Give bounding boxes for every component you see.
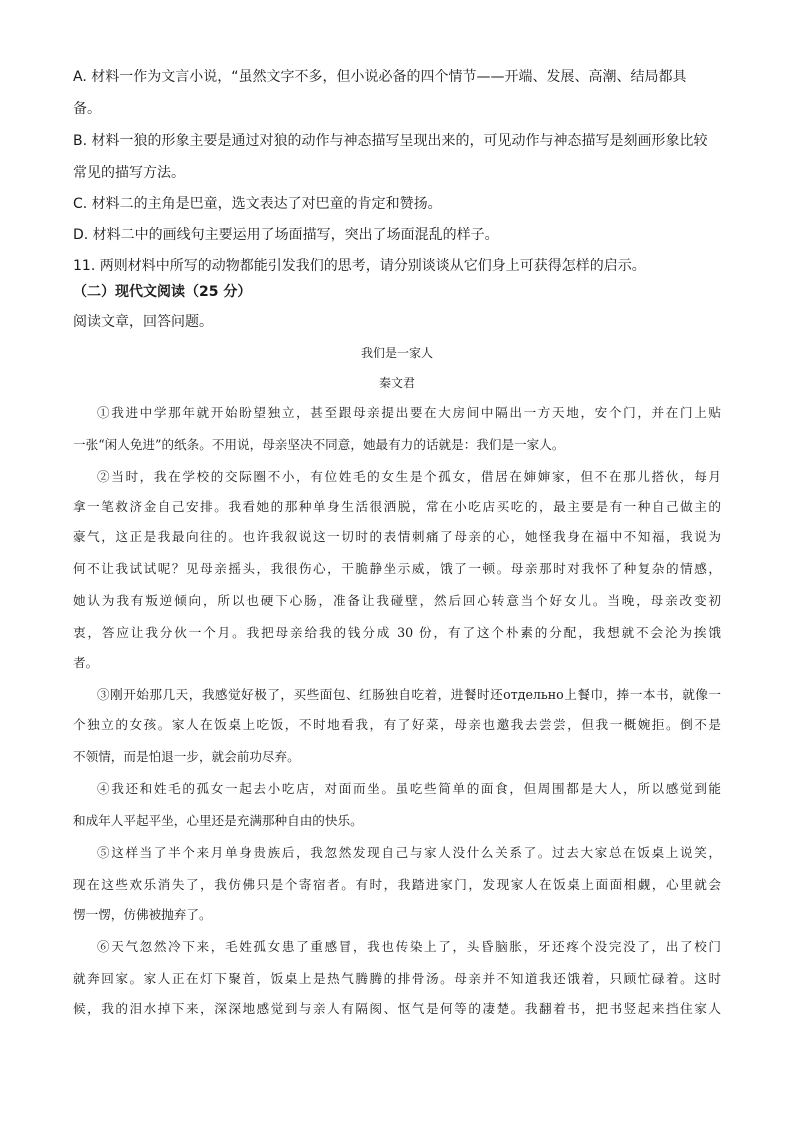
paragraph-2-line-6: 衷，答应让我分伙一个月。我把母亲给我的钱分成 30 份，有了这个朴素的分配，我想就不会沦为挨饿	[73, 625, 721, 640]
option-a-line-2: 备。	[73, 101, 101, 117]
paragraph-6-line-2: 就奔回家。家人正在灯下聚首，饭桌上是热气腾腾的排骨汤。母亲并不知道我还饿着，只顾忙碌着。这时	[73, 971, 721, 986]
option-b-line-1: B. 材料一狼的形象主要是通过对狼的动作与神态描写呈现出来的，可见动作与神态描写是刻画形象比较	[73, 133, 708, 149]
article-author: 秦文君	[378, 376, 415, 390]
paragraph-5-line-3: 愣一愣，仿佛被抛弃了。	[73, 907, 212, 922]
paragraph-3-line-1: ③刚开始那几天，我感觉好极了，买些面包、红肠独自吃着，进餐时还отдельно上餐巾，捧一本书，就像一	[97, 687, 721, 702]
paragraph-3-line-2: 个独立的女孩。家人在饭桌上吃饭，不时地看我，有了好菜，母亲也邀我去尝尝，但我一概婉拒。倒不是	[73, 717, 721, 732]
question-11-line: 11. 两则材料中所写的动物都能引发我们的思考，请分别谈谈从它们身上可获得怎样的启示。	[73, 258, 646, 274]
paragraph-2-line-3: 豪气，这正是我最向往的。也许我叙说这一切时的表情刺痛了母亲的心，她怪我身在福中不知福，我说为	[73, 529, 721, 544]
paragraph-2-line-7: 者。	[73, 655, 99, 670]
paragraph-5-line-1: ⑤这样当了半个来月单身贵族后，我忽然发现自己与家人没什么关系了。过去大家总在饭桌上说笑，	[97, 845, 721, 860]
option-a-line-1: A. 材料一作为文言小说，“虽然文字不多，但小说必备的四个情节——开端、发展、高潮、结局都具	[73, 69, 687, 85]
paragraph-6-line-3: 候，我的泪水掉下来，深深地感觉到与亲人有隔阂、怄气是何等的凄楚。我翻着书，把书竖起来挡住家人	[73, 1001, 721, 1016]
article-title: 我们是一家人	[360, 346, 433, 360]
paragraph-4-line-1: ④我还和姓毛的孤女一起去小吃店，对面而坐。虽吃些简单的面食，但周围都是大人，所以感觉到能	[97, 781, 721, 796]
option-b-line-2: 常见的描写方法。	[73, 165, 185, 181]
paragraph-2-line-1: ②当时，我在学校的交际圈不小，有位姓毛的女生是个孤女，借居在婶婶家，但不在那儿搭伙，每月	[97, 469, 721, 484]
paragraph-1-line-1: ①我进中学那年就开始盼望独立，甚至跟母亲提出要在大房间中隔出一方天地，安个门，并在门上贴	[97, 405, 721, 420]
option-d-line-1: D. 材料二中的画线句主要运用了场面描写，突出了场面混乱的样子。	[73, 227, 499, 243]
paragraph-2-line-4: 何不让我试试呢？见母亲摇头，我很伤心，干脆静坐示威，饿了一顿。母亲那时对我怀了种复杂的情感，	[73, 561, 721, 576]
paragraph-3-line-3: 不领情，而是怕退一步，就会前功尽弃。	[73, 749, 300, 764]
paragraph-2-line-2: 拿一笔救济金自己安排。我看她的那种单身生活很洒脱，常在小吃店买吃的，最主要是有一种自己做主的	[73, 499, 721, 514]
paragraph-1-line-2: 一张“闲人免进”的纸条。不用说，母亲坚决不同意，她最有力的话就是：我们是一家人。	[73, 437, 565, 452]
section-heading: （二）现代文阅读（25 分）	[73, 284, 252, 300]
paragraph-6-line-1: ⑥天气忽然冷下来，毛姓孤女患了重感冒，我也传染上了，头昏脑胀，牙还疼个没完没了，出了校门	[97, 939, 721, 954]
option-c-line-1: C. 材料二的主角是巴童，选文表达了对巴童的肯定和赞扬。	[73, 196, 442, 212]
paragraph-2-line-5: 她认为我有叛逆倾向，所以也硬下心肠，准备让我碰壁，然后回心转意当个好女儿。当晚，母亲改变初	[73, 593, 721, 608]
reading-instruction: 阅读文章，回答问题。	[73, 314, 213, 330]
paragraph-5-line-2: 现在这些欢乐消失了，我仿佛只是个寄宿者。有时，我踏进家门，发现家人在饭桌上面面相觑，心里就会	[73, 877, 721, 892]
paragraph-4-line-2: 和成年人平起平坐，心里还是充满那种自由的快乐。	[73, 813, 363, 828]
